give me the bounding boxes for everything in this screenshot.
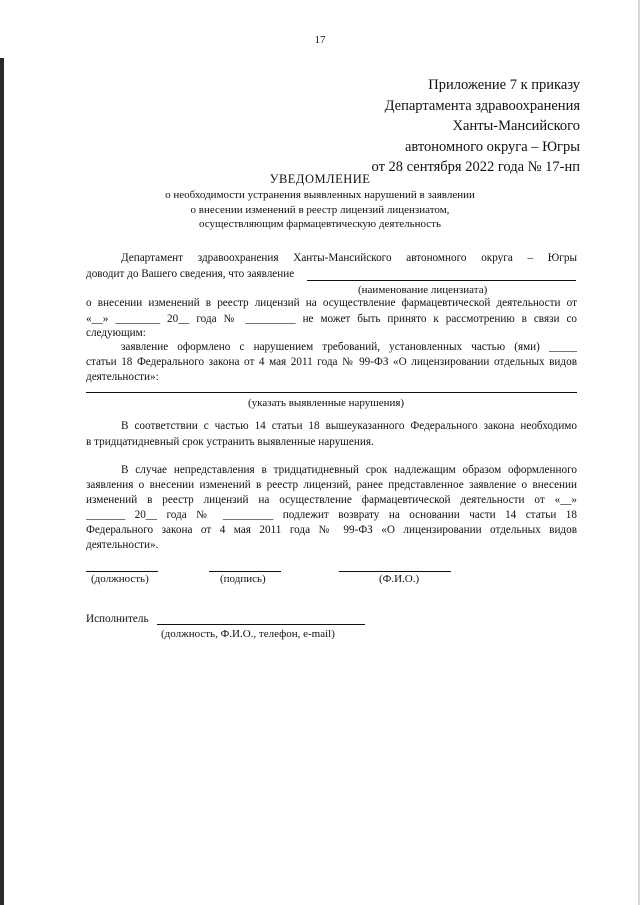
signature-line[interactable] — [209, 571, 281, 572]
name-signature-line[interactable] — [339, 571, 451, 572]
name-caption: (Ф.И.О.) — [379, 573, 420, 585]
appendix-line: от 28 сентября 2022 года № 17-нп — [371, 159, 580, 175]
executor-field[interactable] — [157, 624, 365, 625]
body-text-line: В случае непредставления в тридцатидневный срок надлежащим образом оформленного — [121, 464, 577, 476]
body-text-line: Департамент здравоохранения Ханты-Мансийского автономного округа – Югры — [121, 252, 577, 264]
body-text-line: изменений в реестр лицензий на осуществление фармацевтической деятельности от «__» — [86, 494, 577, 506]
body-text-line: о внесении изменений в реестр лицензий на осуществление фармацевтической деятельности от — [86, 297, 577, 309]
body-text-line: _______ 20__ года № _________ подлежит возврату на основании части 14 статьи 18 — [86, 509, 577, 521]
appendix-line: Ханты-Мансийского — [452, 118, 580, 134]
violations-field[interactable] — [86, 392, 577, 393]
body-text-line: В соответствии с частью 14 статьи 18 вышеуказанного Федерального закона необходимо — [121, 420, 577, 432]
body-text-line: деятельности»: — [86, 371, 159, 383]
executor-caption: (должность, Ф.И.О., телефон, e-mail) — [161, 628, 335, 640]
body-text-line: доводит до Вашего сведения, что заявление — [86, 268, 295, 280]
notice-subtitle-line: о необходимости устранения выявленных нарушений в заявлении — [165, 189, 475, 201]
body-text-line: заявление оформлено с нарушением требований, установленных частью (ями) _____ — [121, 341, 577, 353]
position-caption: (должность) — [91, 573, 149, 585]
appendix-block — [372, 75, 580, 178]
licensee-name-field[interactable] — [307, 280, 576, 281]
appendix-line: Приложение 7 к приказу — [428, 77, 580, 93]
notice-subtitle — [0, 188, 640, 232]
notice-title: УВЕДОМЛЕНИЕ — [269, 172, 371, 186]
appendix-line: автономного округа – Югры — [404, 138, 580, 155]
page-number: 17 — [314, 34, 326, 46]
violations-caption: (указать выявленные нарушения) — [248, 397, 405, 409]
body-text-line: в тридцатидневный срок устранить выявленные нарушения. — [86, 436, 374, 448]
body-text-line: следующим: — [86, 327, 146, 339]
body-text-line: деятельности». — [86, 539, 159, 551]
body-text-line: Федерального закона от 4 мая 2011 года № 99-ФЗ «О лицензировании отдельных видов — [86, 524, 577, 536]
appendix-line: Департамента здравоохранения — [384, 97, 580, 114]
signature-caption: (подпись) — [220, 573, 266, 585]
notice-subtitle-line: о внесении изменений в реестр лицензий лицензиатом, — [190, 203, 450, 216]
body-text-line: заявления о внесении изменений в реестр лицензий, ранее представленное заявление о внесении — [86, 479, 577, 491]
position-signature-line[interactable] — [86, 571, 158, 572]
executor-label: Исполнитель — [86, 613, 149, 625]
body-text-line: «__» ________ 20__ года № _________ не может быть принято к рассмотрению в связи со — [86, 313, 577, 325]
licensee-caption: (наименование лицензиата) — [358, 284, 488, 296]
notice-subtitle-line: осуществляющим фармацевтическую деятельность — [198, 218, 442, 230]
body-text-line: статьи 18 Федерального закона от 4 мая 2011 года № 99-ФЗ «О лицензировании отдельных видов — [86, 356, 577, 368]
